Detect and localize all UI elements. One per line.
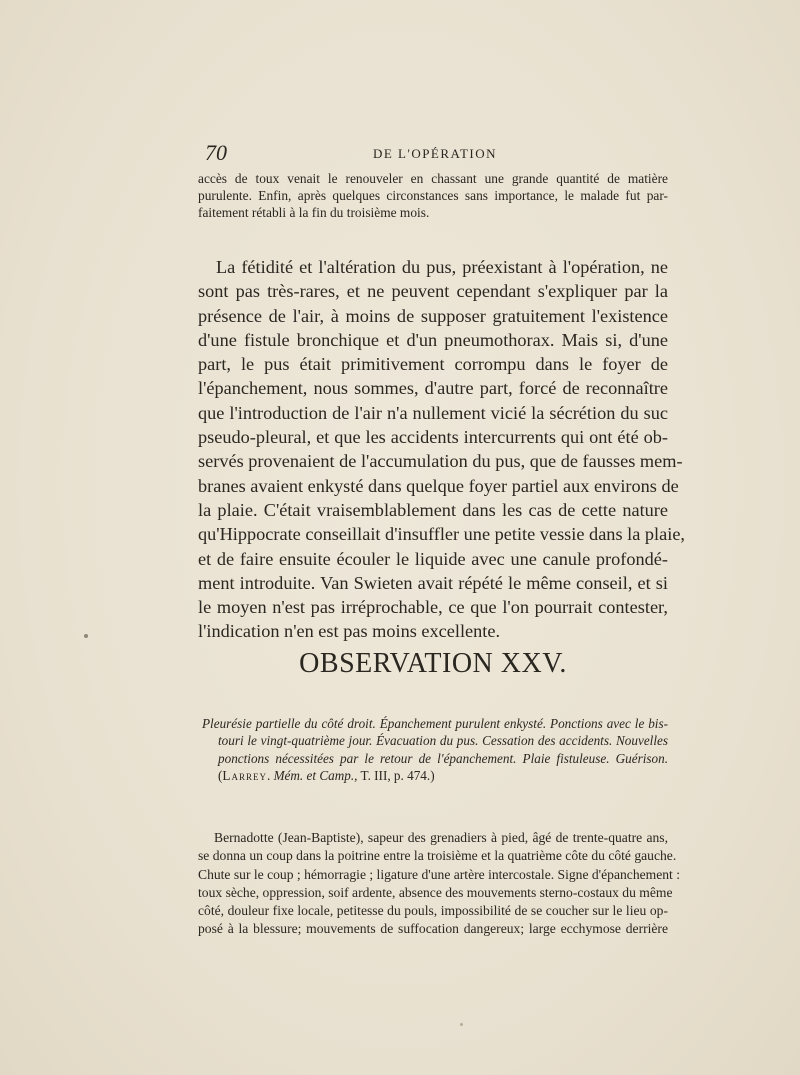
text-line: ponctions nécessitées par le retour de l'épanchement. Plaie fistuleuse. Guérison.	[218, 750, 668, 766]
text-line: se donna un coup dans la poitrine entre la troisième et la quatrième côte du côté gauche.	[198, 848, 677, 864]
page-header	[205, 140, 665, 164]
citation-rest: , T. III, p. 474.)	[354, 767, 435, 783]
text-line: La fétidité et l'altération du pus, préexistant à l'opération, ne	[216, 257, 668, 277]
running-head: DE L'OPÉRATION	[372, 146, 498, 161]
citation-work: Mém. et Camp.	[273, 767, 355, 783]
text-line: l'épanchement, nous sommes, d'autre part, forcé de reconnaître	[198, 378, 668, 399]
text-line: purulente. Enfin, après quelques circonstances sans importance, le malade fut par-	[198, 188, 668, 203]
text-line: côté, douleur fixe locale, petitesse du pouls, impossibilité de se coucher sur le lieu op-	[198, 903, 668, 919]
observation-title: OBSERVATION XXV.	[299, 648, 567, 679]
commentary-paragraph	[198, 255, 685, 644]
text-line: que l'introduction de l'air n'a nullement vicié la sécrétion du suc	[198, 402, 668, 423]
text-line: Bernadotte (Jean-Baptiste), sapeur des grenadiers à pied, âgé de trente-quatre ans,	[214, 830, 668, 845]
page-number: 70	[205, 140, 227, 165]
text-line: et de faire ensuite écouler le liquide avec une canule profondé-	[198, 548, 668, 569]
paper-spot	[460, 1023, 463, 1026]
text-line: toux sèche, oppression, soif ardente, absence des mouvements sterno-costaux du même	[198, 884, 673, 900]
text-line: posé à la blessure; mouvements de suffocation dangereux; large ecchymose derrière	[198, 921, 668, 937]
citation: (Larrey. Mém. et Camp., T. III, p. 474.)	[218, 767, 435, 783]
text-line: part, le pus était primitivement corrompu dans le foyer de	[198, 354, 668, 375]
text-line: le moyen n'est pas irréprochable, ce que l'on pourrait contester,	[198, 597, 668, 618]
observation-summary	[202, 715, 668, 784]
text-line: pseudo-pleural, et que les accidents intercurrents qui ont été ob-	[198, 427, 668, 448]
text-line: touri le vingt-quatrième jour. Évacuation du pus. Cessation des accidents. Nouvelles	[218, 733, 668, 749]
citation-open: (	[218, 767, 223, 783]
text-line: présence de l'air, à moins de supposer gratuitement l'existence	[198, 305, 668, 326]
text-line: branes avaient enkysté dans quelque foyer partiel aux environs de	[198, 475, 679, 496]
text-line: accès de toux venait le renouveler en chassant une grande quantité de matière	[198, 171, 668, 186]
text-line: l'indication n'en est pas moins excellente.	[198, 621, 501, 642]
citation-author: Larrey	[222, 767, 267, 783]
intro-paragraph	[198, 170, 668, 221]
text-line: ment introduite. Van Swieten avait répété le même conseil, et si	[198, 572, 668, 593]
text-line: la plaie. C'était vraisemblablement dans les cas de cette nature	[198, 499, 668, 520]
text-line: Pleurésie partielle du côté droit. Épanchement purulent enkysté. Ponctions avec le bis-	[202, 716, 668, 731]
text-line: faitement rétabli à la fin du troisième mois.	[198, 205, 430, 220]
case-paragraph	[198, 829, 681, 939]
text-line: qu'Hippocrate conseillait d'insuffler une petite vessie dans la plaie,	[198, 524, 685, 545]
text-line: d'une fistule bronchique et d'un pneumothorax. Mais si, d'une	[198, 329, 668, 350]
paper-spot	[84, 634, 88, 638]
text-line: Chute sur le coup ; hémorragie ; ligature d'une artère intercostale. Signe d'épanchement :	[198, 866, 681, 882]
text-line: sont pas très-rares, et ne peuvent cependant s'expliquer par la	[198, 281, 668, 302]
text-line: servés provenaient de l'accumulation du pus, que de fausses mem-	[198, 451, 683, 472]
